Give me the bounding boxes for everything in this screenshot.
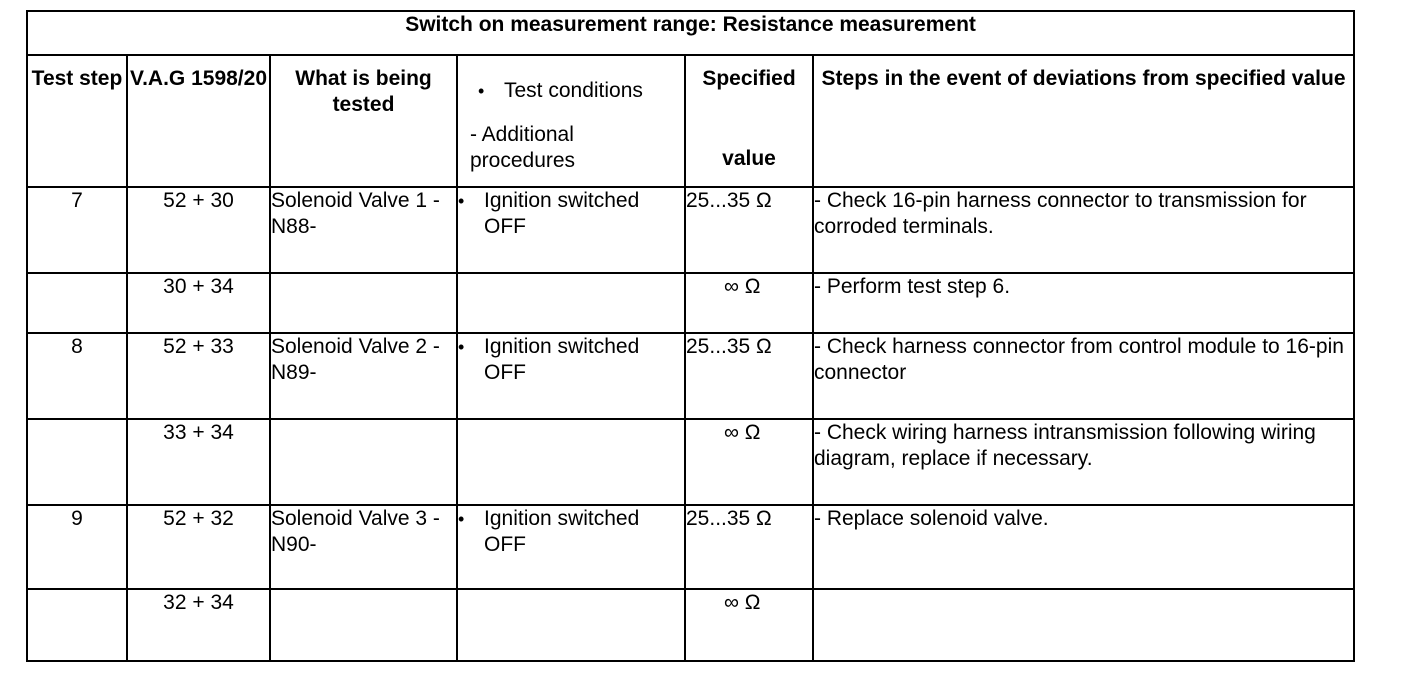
cell-action: - Check harness connector from control module to 16-pin connector: [813, 333, 1354, 419]
cell-condition: [457, 273, 685, 333]
header-what-tested: What is being tested: [270, 55, 457, 187]
cell-condition: [457, 333, 685, 419]
condition-text: Ignition switched OFF: [484, 189, 640, 238]
table-row: [27, 505, 1354, 589]
bullet-icon: •: [458, 509, 465, 529]
cell-specified-value: 25...35 Ω: [685, 505, 813, 589]
cell-vag: 32 + 34: [127, 589, 270, 661]
condition-text: Ignition switched OFF: [484, 507, 640, 556]
cell-what-tested: [270, 419, 457, 505]
condition-text: Ignition switched OFF: [484, 335, 640, 384]
cell-vag: 52 + 30: [127, 187, 270, 273]
cell-test-step: [27, 589, 127, 661]
cell-condition: [457, 187, 685, 273]
table-row: [27, 589, 1354, 661]
cell-action: - Check 16-pin harness connector to transmission for corroded terminals.: [813, 187, 1354, 273]
table-row: [27, 333, 1354, 419]
header-conditions-extra: - Additional procedures: [470, 123, 576, 172]
cell-specified-value: ∞ Ω: [685, 589, 813, 661]
cell-test-step: [27, 273, 127, 333]
resistance-measurement-table: [26, 10, 1355, 662]
cell-vag: 52 + 32: [127, 505, 270, 589]
bullet-icon: •: [458, 337, 465, 357]
header-specified-value: [685, 55, 813, 187]
header-specified-bottom: value: [722, 147, 776, 170]
cell-test-step: 8: [27, 333, 127, 419]
cell-action: [813, 589, 1354, 661]
header-conditions-bullet: Test conditions: [504, 79, 643, 102]
cell-specified-value: 25...35 Ω: [685, 333, 813, 419]
cell-vag: 52 + 33: [127, 333, 270, 419]
cell-action: - Replace solenoid valve.: [813, 505, 1354, 589]
header-specified-top: Specified: [702, 67, 796, 90]
table-row: [27, 273, 1354, 333]
cell-specified-value: 25...35 Ω: [685, 187, 813, 273]
cell-test-step: [27, 419, 127, 505]
cell-what-tested: Solenoid Valve 3 -N90-: [270, 505, 457, 589]
cell-what-tested: [270, 273, 457, 333]
cell-vag: 30 + 34: [127, 273, 270, 333]
header-steps-deviation: Steps in the event of deviations from specified value: [813, 55, 1354, 187]
bullet-icon: •: [478, 81, 485, 101]
cell-what-tested: Solenoid Valve 1 -N88-: [270, 187, 457, 273]
header-test-step: Test step: [27, 55, 127, 187]
cell-condition: [457, 419, 685, 505]
table-row: [27, 419, 1354, 505]
cell-what-tested: Solenoid Valve 2 -N89-: [270, 333, 457, 419]
cell-test-step: 9: [27, 505, 127, 589]
cell-condition: [457, 505, 685, 589]
cell-vag: 33 + 34: [127, 419, 270, 505]
header-vag: V.A.G 1598/20: [127, 55, 270, 187]
header-test-conditions: [457, 55, 685, 187]
cell-action: - Perform test step 6.: [813, 273, 1354, 333]
table-row: [27, 187, 1354, 273]
cell-action: - Check wiring harness intransmission following wiring diagram, replace if necessary.: [813, 419, 1354, 505]
table-title: Switch on measurement range: Resistance measurement: [27, 11, 1354, 55]
cell-what-tested: [270, 589, 457, 661]
cell-test-step: 7: [27, 187, 127, 273]
cell-specified-value: ∞ Ω: [685, 273, 813, 333]
cell-condition: [457, 589, 685, 661]
bullet-icon: •: [458, 191, 465, 211]
cell-specified-value: ∞ Ω: [685, 419, 813, 505]
